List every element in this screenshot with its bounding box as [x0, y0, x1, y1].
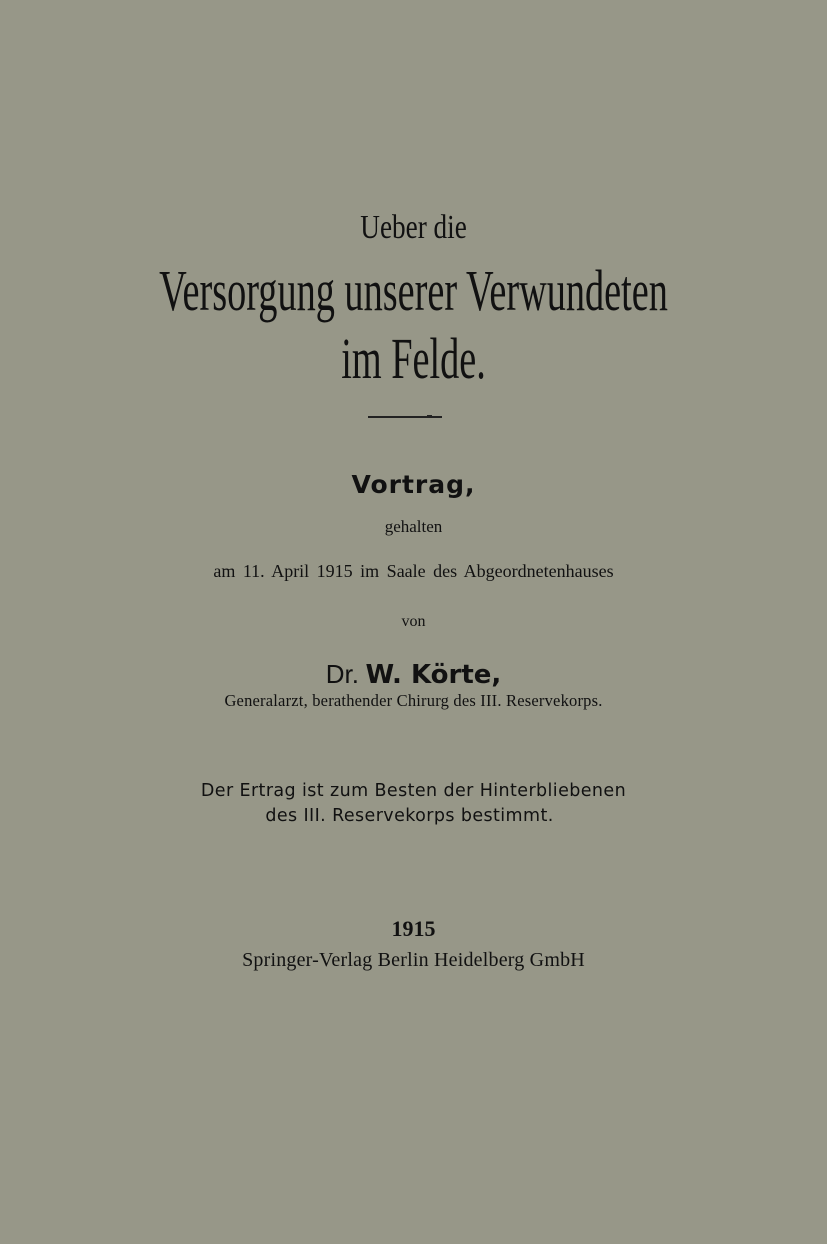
lecture-label: Vortrag, — [351, 470, 476, 499]
author-prefix: Dr. — [325, 659, 359, 689]
author-role: Generalarzt, berathender Chirurg des III. Reservekorps. — [224, 691, 603, 710]
by-label: von — [401, 613, 426, 630]
title-line-1-text: Ueber die — [360, 209, 467, 246]
author-line — [0, 658, 827, 691]
lecture-date-venue: am 11. April 1915 im Saale des Abgeordnetenhauses — [213, 561, 614, 581]
title-line-3-text: im Felde. — [341, 326, 486, 391]
title-line-3 — [0, 326, 827, 392]
publisher: Springer-Verlag Berlin Heidelberg GmbH — [242, 949, 585, 971]
proceeds-note-line-2: des III. Reservekorps bestimmt. — [265, 806, 554, 826]
proceeds-note-line-1: Der Ertrag ist zum Besten der Hinterbliebenen — [200, 781, 627, 801]
decorative-rule — [368, 416, 442, 418]
author-name: W. Körte, — [365, 660, 502, 690]
title-line-2-text: Versorgung unserer Verwundeten — [159, 258, 668, 323]
title-line-1 — [0, 208, 827, 248]
title-line-2 — [0, 258, 827, 324]
held-label: gehalten — [384, 517, 443, 536]
publication-year: 1915 — [391, 916, 436, 941]
